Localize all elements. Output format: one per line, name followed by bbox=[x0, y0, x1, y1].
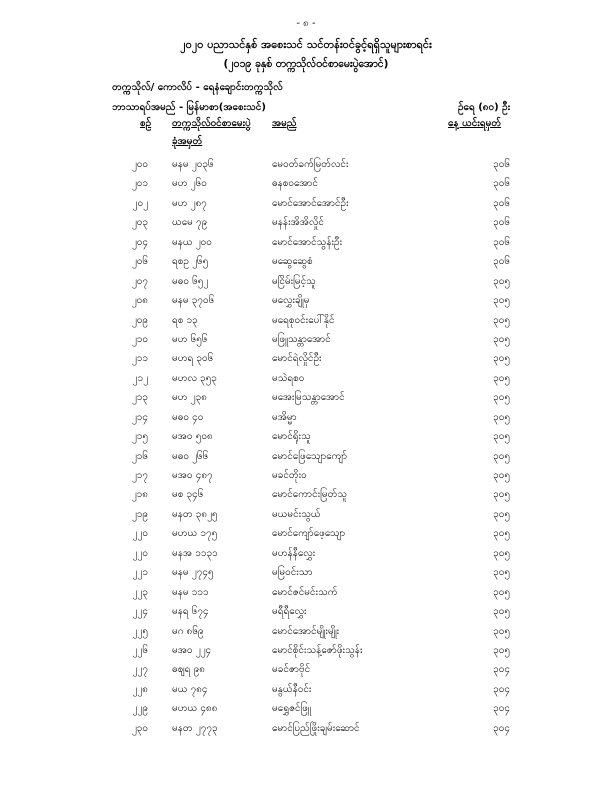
document-title: ၂၀၂၀ ပညာသင်နှစ် အစေးသင် သင်တန်းဝင်ခွင့်ရရှိသူများစာရင်း bbox=[180, 38, 432, 51]
table-row bbox=[0, 565, 612, 584]
table-row bbox=[0, 585, 612, 604]
row-score: ၃၀၅ bbox=[493, 547, 510, 559]
row-name: မရီရီလွှေး bbox=[272, 606, 307, 618]
row-score: ၃၀၄ bbox=[493, 722, 510, 734]
row-exam-id: မဓ၀ ၄၀ bbox=[172, 411, 204, 423]
row-score: ၃၀၄ bbox=[493, 683, 510, 695]
row-name: မောင်ဖြေသျောကျော် bbox=[272, 450, 348, 462]
row-exam-id: မနမ ၃၇၀၆ bbox=[172, 295, 215, 307]
row-name: မောင်အောင်မျိုးမျိုး bbox=[272, 625, 340, 637]
row-exam-id: မဟ ၆၅၆ bbox=[172, 333, 208, 345]
row-exam-id: မဓ၀ ၂၆၆ bbox=[172, 450, 209, 462]
table-row bbox=[0, 468, 612, 487]
row-number: ၂၀၆ bbox=[131, 256, 148, 268]
row-name: မောင်ရိုးသူ bbox=[272, 431, 311, 443]
row-exam-id: မဟယ ၄၈၈ bbox=[172, 703, 218, 715]
row-exam-id: မဟယ ၁၇၅ bbox=[172, 528, 218, 540]
row-name: မောင်ရဲလှိုင်ဦး bbox=[272, 353, 322, 365]
row-score: ၃၀၅ bbox=[493, 625, 510, 637]
row-number: ၂၁၆ bbox=[131, 450, 148, 462]
row-exam-id: မယ ၇၈၄ bbox=[172, 683, 208, 695]
row-exam-id: မနအ ၁၁၃၁ bbox=[172, 547, 218, 559]
row-number: ၂၁၂ bbox=[132, 372, 148, 384]
row-name: မောင်စိုင်းသန့်ဇော်ဖိုးသွန်း bbox=[272, 644, 363, 656]
table-row bbox=[0, 487, 612, 506]
row-number: ၂၀၀ bbox=[131, 159, 148, 170]
row-score: ၃၀၅ bbox=[493, 586, 510, 598]
row-number: ၂၂၃ bbox=[132, 586, 148, 598]
row-number: ၂၁၅ bbox=[131, 431, 148, 443]
row-number: ၂၂၈ bbox=[132, 683, 148, 695]
row-exam-id: မနတ ၃၈၂၅ bbox=[172, 508, 218, 520]
row-score: ၃၀၄ bbox=[493, 664, 510, 676]
row-number: ၂၁၀ bbox=[131, 333, 148, 345]
table-row bbox=[0, 313, 612, 332]
row-name: မအေးမြသန္တာအောင် bbox=[272, 392, 345, 404]
row-number: ၂၀၂ bbox=[132, 197, 148, 209]
column-header-no: စဉ် bbox=[140, 118, 152, 129]
row-name: မဖြူသန္တာအောင် bbox=[272, 333, 331, 345]
row-name: မေဝတ်ခက်မြတ်လင်း bbox=[272, 159, 349, 170]
row-name: မခင်တိုး၀ bbox=[272, 470, 307, 481]
row-name: မောင်အောင်သွန်းဦး bbox=[272, 236, 343, 248]
row-name: မောင်ကောင်းမြတ်သူ bbox=[272, 489, 348, 501]
row-score: ၃၀၆ bbox=[493, 217, 510, 229]
row-number: ၂၀၄ bbox=[131, 236, 148, 248]
table-row bbox=[0, 429, 612, 448]
table-row bbox=[0, 410, 612, 429]
row-score: ၃၀၆ bbox=[493, 197, 510, 209]
table-row bbox=[0, 721, 612, 740]
table-row bbox=[0, 157, 612, 176]
row-name: မဟန်နီလွှေး bbox=[272, 547, 316, 559]
row-exam-id: မနတ ၂၇၇၃ bbox=[172, 722, 218, 734]
row-exam-id: မစ ၃၄၆ bbox=[172, 489, 204, 501]
row-exam-id: မအ၀ ၂၂၄ bbox=[172, 644, 212, 656]
table-row bbox=[0, 351, 612, 370]
row-number: ၂၀၉ bbox=[131, 314, 148, 326]
table-row bbox=[0, 604, 612, 623]
row-exam-id: မဟ ၂၈၇ bbox=[172, 197, 207, 209]
row-exam-id: မဟရ ၃၀၆ bbox=[172, 353, 214, 365]
table-row bbox=[0, 682, 612, 701]
row-score: ၃၀၅ bbox=[493, 314, 510, 326]
row-exam-id: ရစဥ ၂၆၅ bbox=[172, 256, 209, 268]
row-exam-id: ရစ ၁၃ bbox=[172, 314, 198, 326]
row-score: ၃၀၆ bbox=[493, 159, 510, 170]
row-number: ၂၀၃ bbox=[131, 217, 148, 229]
row-number: ၂၂၉ bbox=[132, 703, 148, 715]
row-score: ၃၀၅ bbox=[493, 275, 510, 287]
row-score: ၃၀၅ bbox=[493, 392, 510, 404]
table-row bbox=[0, 507, 612, 526]
table-row bbox=[0, 449, 612, 468]
row-exam-id: မဂ ၈၆၉ bbox=[172, 625, 204, 637]
row-score: ၃၀၆ bbox=[493, 236, 510, 248]
row-score: ၃၀၅ bbox=[493, 333, 510, 345]
row-name: မအိမ္မာ bbox=[272, 411, 297, 423]
row-exam-id: မနယ ၂၀၀ bbox=[172, 236, 212, 248]
row-score: ၃၀၅ bbox=[493, 644, 510, 656]
table-row bbox=[0, 332, 612, 351]
score-header: နေ့ ယင်းရမှတ် bbox=[448, 118, 502, 129]
table-row bbox=[0, 546, 612, 565]
row-exam-id: မနမ ၂၇၄၅ bbox=[172, 567, 214, 579]
column-header-exam-id-line2: ခုံအမှတ် bbox=[172, 136, 203, 147]
student-table bbox=[0, 157, 612, 740]
row-name: မလွှေးချိုမှ bbox=[272, 295, 310, 307]
row-name: မောင်အောင်အောင်ဦး bbox=[272, 197, 349, 209]
row-score: ၃၀၅ bbox=[493, 450, 510, 462]
row-exam-id: မဟ ၂၆၀ bbox=[172, 178, 207, 190]
table-row bbox=[0, 176, 612, 195]
document-subtitle: (၂၀၁၉ ခုနှစ် တက္ကသိုလ်ဝင်စာမေးပွဲအောင်) bbox=[223, 58, 389, 70]
row-score: ၃၀၅ bbox=[493, 431, 510, 443]
row-score: ၃၀၅ bbox=[493, 528, 510, 540]
page-number: - ၈ - bbox=[296, 18, 316, 29]
row-number: ၂၁၇ bbox=[131, 470, 148, 481]
table-row bbox=[0, 235, 612, 254]
column-header-name: အမည် bbox=[272, 118, 297, 129]
quota-label: ဥ်ရေ (၈၀) ဦး bbox=[458, 102, 511, 113]
row-score: ၃၀၅ bbox=[493, 606, 510, 618]
row-score: ၃၀၅ bbox=[493, 372, 510, 384]
table-row bbox=[0, 274, 612, 293]
row-score: ၃၀၅ bbox=[493, 508, 510, 520]
row-number: ၂၁၈ bbox=[131, 489, 148, 501]
row-number: ၂၂၅ bbox=[132, 625, 148, 637]
row-number: ၂၂၁ bbox=[132, 567, 148, 579]
row-exam-id: မနမ ၁၁၁ bbox=[172, 586, 209, 598]
row-score: ၃၀၅ bbox=[493, 567, 510, 579]
row-score: ၃၀၅ bbox=[493, 353, 510, 365]
row-number: ၂၂၀ bbox=[132, 528, 148, 540]
table-row bbox=[0, 526, 612, 545]
row-number: ၂၀၈ bbox=[131, 295, 148, 307]
row-name: မသဲရစ၀ bbox=[272, 372, 305, 384]
row-exam-id: မနမ ၂၀၃၆ bbox=[172, 159, 214, 170]
row-number: ၂၀၁ bbox=[131, 178, 148, 190]
row-number: ၂၁၁ bbox=[131, 353, 148, 365]
row-exam-id: မနရ ၆၇၄ bbox=[172, 606, 209, 618]
row-score: ၃၀၆ bbox=[493, 256, 510, 268]
row-exam-id: ဓဈရ ၉၈ bbox=[172, 664, 205, 676]
column-header-exam-id: တက္ကသိုလ်ဝင်စာမေးပွဲ bbox=[172, 118, 251, 129]
row-name: မောင်ဇင်မင်းသက် bbox=[272, 586, 338, 598]
table-row bbox=[0, 215, 612, 234]
table-row bbox=[0, 701, 612, 720]
row-number: ၂၁၉ bbox=[131, 508, 148, 520]
subject-line: ဘာသာရပ်အမည် - မြန်မာစာ(အစေးသင်) bbox=[112, 102, 266, 113]
row-name: မောင်ပြည်ဖြိုးချမ်းဆောင် bbox=[272, 722, 360, 734]
row-number: ၂၀၇ bbox=[131, 275, 148, 287]
row-name: မဆွေဆွေစံ bbox=[272, 256, 313, 268]
row-exam-id: မအ၀ ၄၈၇ bbox=[172, 470, 213, 481]
university-line: တက္ကသိုလ်/ ကောလိပ် - ရေနံချောင်းတက္ကသိုလ် bbox=[112, 82, 283, 93]
row-exam-id: မဟ ၂၃၈ bbox=[172, 392, 207, 404]
row-score: ၃၀၅ bbox=[493, 470, 510, 481]
row-name: မမြဝင်းသာ bbox=[272, 567, 313, 579]
row-score: ၃၀၆ bbox=[493, 178, 510, 190]
table-row bbox=[0, 390, 612, 409]
row-exam-id: မဓ၀ ၆၅၂ bbox=[172, 275, 209, 287]
row-name: မခင်ဇာဗိုင် bbox=[272, 664, 311, 676]
row-name: မယမင်းသွယ် bbox=[272, 508, 321, 520]
row-exam-id: ယမေ ၇၉ bbox=[172, 217, 208, 229]
table-row bbox=[0, 662, 612, 681]
row-number: ၂၂၇ bbox=[132, 664, 148, 676]
row-score: ၃၀၅ bbox=[493, 489, 510, 501]
table-row bbox=[0, 643, 612, 662]
row-name: မရွှေဇင်ဖြူ bbox=[272, 703, 311, 715]
row-score: ၃၀၄ bbox=[493, 703, 510, 715]
row-number: ၂၁၃ bbox=[131, 392, 148, 404]
table-row bbox=[0, 196, 612, 215]
row-name: မရေစုဝင်းပေါ်နိုင် bbox=[272, 314, 335, 326]
row-name: မနန်းအိအိလှိုင် bbox=[272, 217, 324, 229]
table-row bbox=[0, 624, 612, 643]
row-number: ၂၂၄ bbox=[132, 606, 148, 618]
row-score: ၃၀၅ bbox=[493, 411, 510, 423]
table-row bbox=[0, 254, 612, 273]
table-row bbox=[0, 293, 612, 312]
row-number: ၂၃၀ bbox=[131, 722, 148, 734]
row-name: ဓနစဝအောင် bbox=[272, 178, 318, 190]
row-exam-id: မအ၀ ၅၀၈ bbox=[172, 431, 213, 443]
row-score: ၃၀၅ bbox=[493, 295, 510, 307]
row-name: မနွယ်နီဝင်း bbox=[272, 683, 312, 695]
row-exam-id: မဟလ ၃၅၃ bbox=[172, 372, 217, 384]
row-name: မောင်ကျော်ဖေ့သျော bbox=[272, 528, 346, 540]
table-row bbox=[0, 371, 612, 390]
row-number: ၂၂၆ bbox=[132, 644, 148, 656]
row-number: ၂၂၀ bbox=[132, 547, 148, 559]
row-name: မငြိမ်းမြင့်သူ bbox=[272, 275, 316, 287]
row-number: ၂၁၄ bbox=[131, 411, 148, 423]
